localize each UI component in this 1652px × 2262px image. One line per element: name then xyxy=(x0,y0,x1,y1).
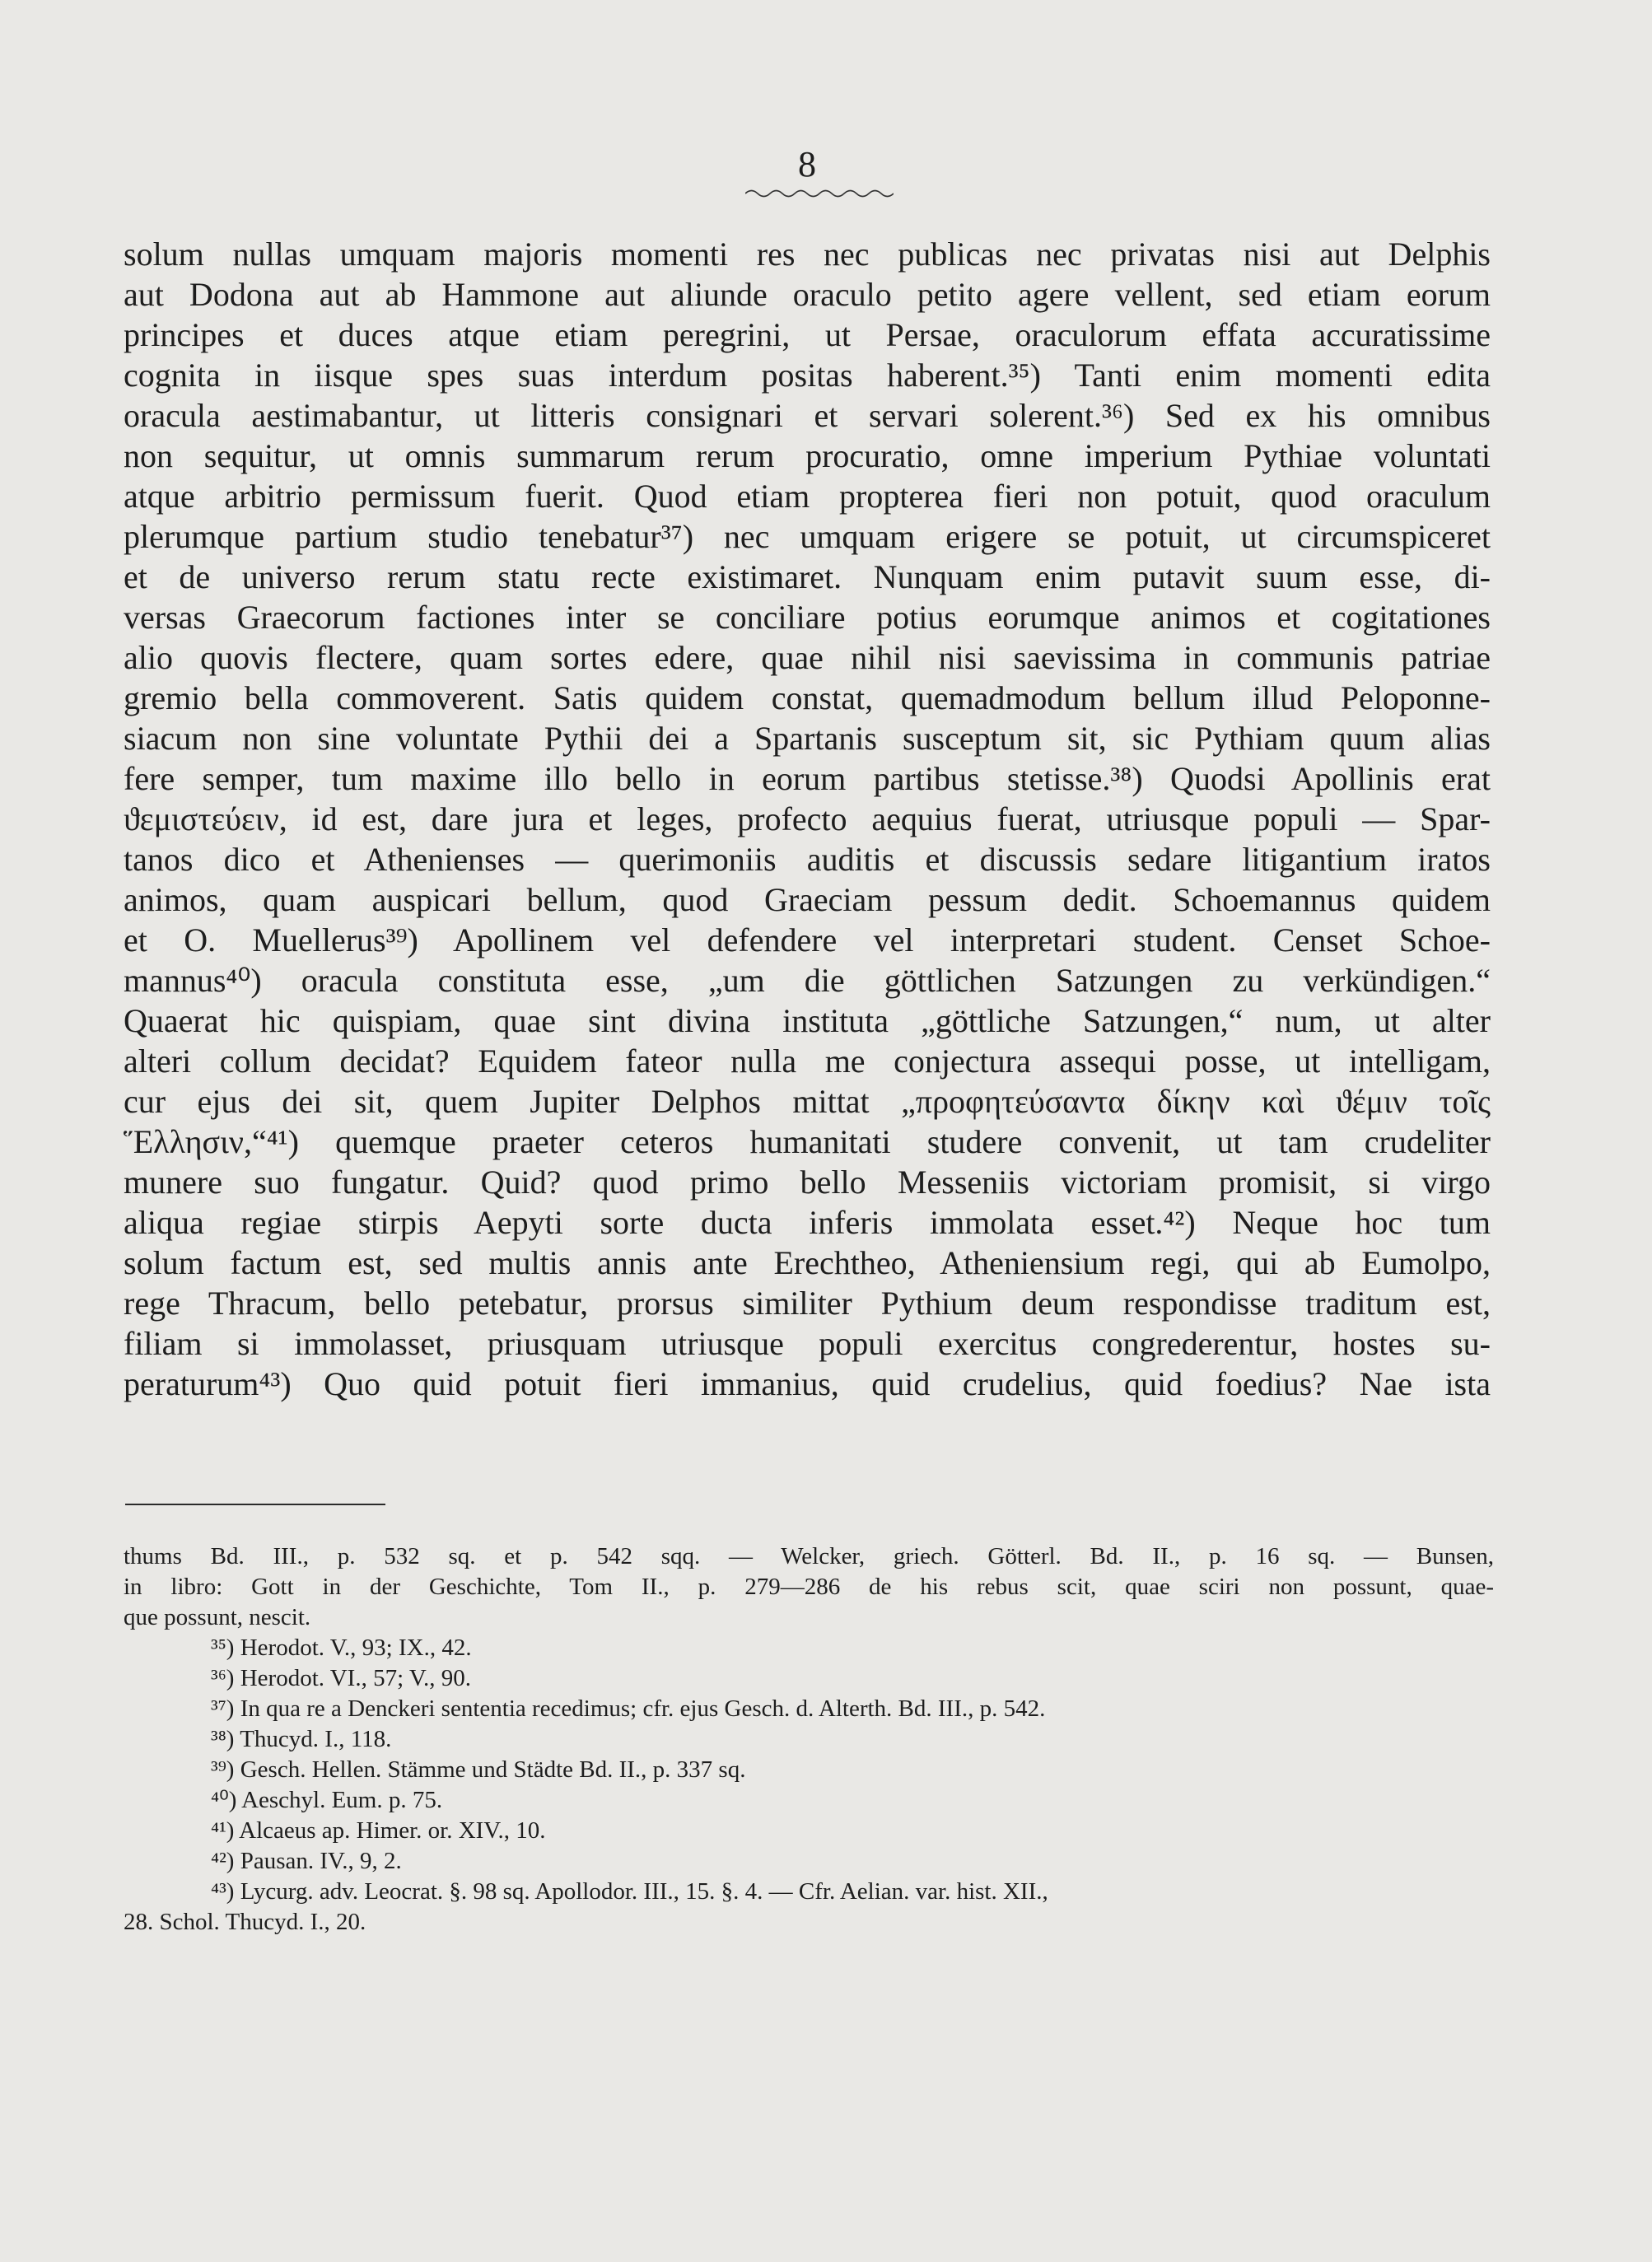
text-line: munere suo fungatur. Quid? quod primo bello Messeniis victoriam promisit, si virgo xyxy=(124,1164,1491,1201)
footnote-continuation-line: que possunt, nescit. xyxy=(124,1604,311,1630)
text-line: cur ejus dei sit, quem Jupiter Delphos mittat „προφητεύσαντα δίκην καὶ ϑέμιν τοῖς xyxy=(124,1083,1491,1120)
text-line: filiam si immolasset, priusquam utriusque populi exercitus congrederentur, hostes su- xyxy=(124,1325,1491,1362)
text-line: ϑεμιστεύειν, id est, dare jura et leges, profecto aequius fuerat, utriusque populi — Spar- xyxy=(124,800,1491,837)
footnote-38 xyxy=(124,1724,1494,1755)
text-line: alio quovis flectere, quam sortes edere, quae nihil nisi saevissima in communis patriae xyxy=(124,639,1491,676)
footnote-42 xyxy=(124,1846,1494,1877)
text-line: aliqua regiae stirpis Aepyti sorte ducta inferis immolata esset.⁴²) Neque hoc tum xyxy=(124,1204,1491,1241)
footnote-continuation-line: thums Bd. III., p. 532 sq. et p. 542 sqq. — Welcker, griech. Götterl. Bd. II., p. 16 sq. — Bunsen, xyxy=(124,1543,1494,1569)
footnote-marker: ⁴²) xyxy=(211,1848,235,1874)
text-line: alteri collum decidat? Equidem fateor nulla me conjectura assequi posse, ut intelligam, xyxy=(124,1042,1491,1080)
text-line: mannus⁴⁰) oracula constituta esse, „um die göttlichen Satzungen zu verkündigen.“ xyxy=(124,962,1491,999)
text-line: non sequitur, ut omnis summarum rerum procuratio, omne imperium Pythiae voluntati xyxy=(124,437,1491,474)
footnote-marker: ⁴⁰) xyxy=(211,1787,237,1813)
text-line: fere semper, tum maxime illo bello in eorum partibus stetisse.³⁸) Quodsi Apollinis erat xyxy=(124,760,1491,797)
footnote-43 xyxy=(124,1877,1494,1907)
text-line: solum factum est, sed multis annis ante Erechtheo, Atheniensium regi, qui ab Eumolpo, xyxy=(124,1244,1491,1281)
footnote-37 xyxy=(124,1694,1494,1724)
footnote-40 xyxy=(124,1785,1494,1816)
text-line: cognita in iisque spes suas interdum positas haberent.³⁵) Tanti enim momenti edita xyxy=(124,357,1491,394)
footnotes xyxy=(124,1541,1494,1938)
page-number-ornament xyxy=(745,188,894,199)
footnote-marker: ³⁷) xyxy=(211,1695,235,1722)
footnote-text: Thucyd. I., 118. xyxy=(240,1726,392,1752)
footnote-marker: ³⁵) xyxy=(211,1635,235,1661)
footnote-marker: ³⁸) xyxy=(211,1726,235,1752)
text-line: et de universo rerum statu recte existimaret. Nunquam enim putavit suum esse, di- xyxy=(124,558,1491,595)
text-line: oracula aestimabantur, ut litteris consignari et servari solerent.³⁶) Sed ex his omnibus xyxy=(124,397,1491,434)
text-line: gremio bella commoverent. Satis quidem constat, quemadmodum bellum illud Peloponne- xyxy=(124,679,1491,716)
footnote-41 xyxy=(124,1816,1494,1846)
footnote-text: Aeschyl. Eum. p. 75. xyxy=(241,1787,443,1813)
footnote-marker: ⁴³) xyxy=(211,1878,235,1905)
footnote-39 xyxy=(124,1755,1494,1785)
footnote-36 xyxy=(124,1663,1494,1694)
footnote-continuation-line: in libro: Gott in der Geschichte, Tom II., p. 279—286 de his rebus scit, quae sciri non possunt, quae- xyxy=(124,1574,1494,1600)
page-number: 8 xyxy=(798,144,816,184)
text-line: tanos dico et Athenienses — querimoniis auditis et discussis sedare litigantium iratos xyxy=(124,841,1491,878)
text-line: peraturum⁴³) Quo quid potuit fieri immanius, quid crudelius, quid foedius? Nae ista xyxy=(124,1365,1491,1402)
text-line: principes et duces atque etiam peregrini, ut Persae, oraculorum effata accuratissime xyxy=(124,316,1491,353)
footnote-marker: ³⁶) xyxy=(211,1665,235,1691)
footnote-text: In qua re a Denckeri sententia recedimus; cfr. ejus Gesch. d. Alterth. Bd. III., p. 542. xyxy=(240,1695,1046,1722)
text-line: siacum non sine voluntate Pythii dei a Spartanis susceptum sit, sic Pythiam quum alias xyxy=(124,720,1491,757)
text-line: plerumque partium studio tenebatur³⁷) nec umquam erigere se potuit, ut circumspiceret xyxy=(124,518,1491,555)
footnote-text: Gesch. Hellen. Stämme und Städte Bd. II., p. 337 sq. xyxy=(240,1756,746,1783)
text-line: versas Graecorum factiones inter se conciliare potius eorumque animos et cogitationes xyxy=(124,599,1491,636)
text-line: rege Thracum, bello petebatur, prorsus similiter Pythium deum respondisse traditum est, xyxy=(124,1285,1491,1322)
text-line: Quaerat hic quispiam, quae sint divina instituta „göttliche Satzungen,“ num, ut alter xyxy=(124,1002,1491,1039)
footnote-text: Pausan. IV., 9, 2. xyxy=(240,1848,402,1874)
footnote-text: Alcaeus ap. Himer. or. XIV., 10. xyxy=(239,1817,546,1844)
text-line: et O. Muellerus³⁹) Apollinem vel defendere vel interpretari student. Censet Schoe- xyxy=(124,921,1491,958)
text-line: animos, quam auspicari bellum, quod Graeciam pessum dedit. Schoemannus quidem xyxy=(124,881,1491,918)
footnote-marker: ⁴¹) xyxy=(211,1817,235,1844)
text-line: atque arbitrio permissum fuerit. Quod etiam propterea fieri non potuit, quod oraculum xyxy=(124,478,1491,515)
footnote-35 xyxy=(124,1633,1494,1663)
footnote-continuation-line: 28. Schol. Thucyd. I., 20. xyxy=(124,1909,366,1935)
footnote-separator xyxy=(125,1504,385,1505)
main-text xyxy=(124,234,1491,1404)
footnote-text: Lycurg. adv. Leocrat. §. 98 sq. Apollodor. III., 15. §. 4. — Cfr. Aelian. var. hist. XII., xyxy=(240,1878,1048,1905)
footnote-marker: ³⁹) xyxy=(211,1756,235,1783)
text-line: aut Dodona aut ab Hammone aut aliunde oraculo petito agere vellent, sed etiam eorum xyxy=(124,276,1491,313)
text-line: Ἕλλησιν,“⁴¹) quemque praeter ceteros humanitati studere convenit, ut tam crudeliter xyxy=(124,1123,1491,1160)
footnote-text: Herodot. VI., 57; V., 90. xyxy=(240,1665,472,1691)
footnote-text: Herodot. V., 93; IX., 42. xyxy=(240,1635,472,1661)
text-line: solum nullas umquam majoris momenti res nec publicas nec privatas nisi aut Delphis xyxy=(124,236,1491,273)
